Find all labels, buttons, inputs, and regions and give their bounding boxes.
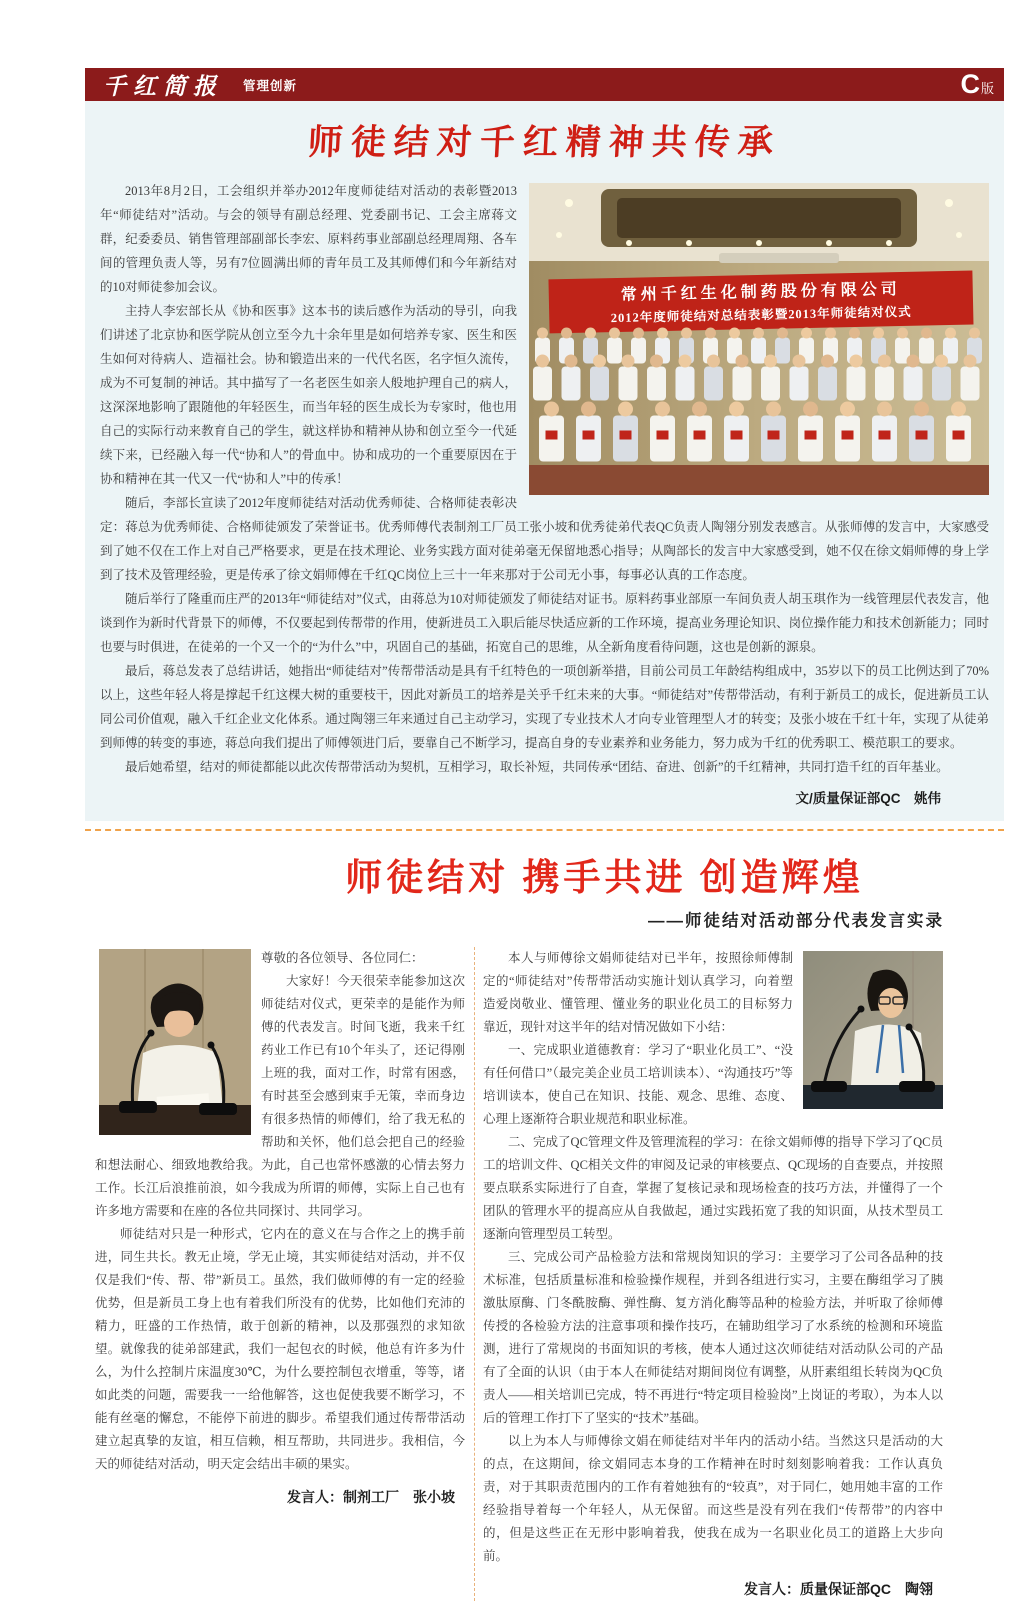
speech-byline-zhang: 发言人：制剂工厂 张小坡: [287, 1489, 455, 1505]
speaker-zhang-illustration: [99, 949, 251, 1135]
article-1-body: [100, 179, 989, 779]
article-1-byline: 文/质量保证部QC 姚伟: [795, 791, 941, 806]
speech-byline-tao: 发言人：质量保证部QC 陶翎: [744, 1581, 933, 1597]
edition-letter: C: [960, 69, 980, 99]
speaker-photo-tao: [803, 951, 943, 1109]
article-2-subtitle: ——师徒结对活动部分代表发言实录: [648, 912, 944, 930]
speaker-tao-illustration: [803, 951, 943, 1109]
article-1-paragraph: 主持人李宏部长从《协和医事》这本书的读后感作为活动的导引，向我们讲述了北京协和医学院从创立至今九十余年里是如何培养专家、医生和医生如何对待病人、造福社会。协和锻造出来的一代代名医，名字恒久流传，成为不可复制的神话。其中描写了一名老医生如亲人般地护理自己的病人，这深深地影响了跟随他的年轻医生，而当年轻的医生成长为专家时，他也用自己的实际行动来教育自己的学生，就这样协和精神从协和创立至今一代延续下来，已经融入每一代“协和人”的骨血中。协和成功的一个重要原因在于协和精神在其一代又一代“协和人”中的传承！: [100, 304, 517, 486]
article-1-paragraph: 随后举行了隆重而庄严的2013年“师徒结对”仪式，由蒋总为10对师徒颁发了师徒结对证书。原料药事业部原一车间负责人胡玉琪作为一线管理层代表发言，他谈到作为新时代背景下的师傅，不仅要起到传帮带的作用，使新进员工入职后能尽快适应新的工作环境，提高业务理论知识、岗位操作能力和技术创新能力；同时也要与时俱进，在徒弟的一个又一个的“为什么”中，巩固自己的基础，拓宽自己的思维，从全新角度看待问题，这也是创新的源泉。: [100, 592, 989, 654]
article-1-paragraph: 随后，李部长宣读了2012年度师徒结对活动优秀师徒、合格师徒表彰决定：蒋总为优秀师徒、合格师徒颁发了荣誉证书。优秀师傅代表制剂工厂员工张小坡和优秀徒弟代表QC负责人陶翎分别发表感言。从张师傅的发言中，大家感受到了她不仅在工作上对自己严格要求，更是在技术理论、业务实践方面对徒弟毫无保留地悉心指导；从陶部长的发言中大家感受到，她不仅在徐文娟师傅的身上学到了技术及管理经验，更是传承了徐文娟师傅在千红QC岗位上三十一年来那对于公司无小事，每事必认真的工作态度。: [100, 496, 989, 582]
speech-paragraph: 三、完成公司产品检验方法和常规岗知识的学习：主要学习了公司各品种的技术标准，包括质量标准和检验操作规程，并到各组进行实习，主要在酶组学习了胰激肽原酶、门冬酰胺酶、弹性酶、复方消化酶等品种的检验方法，并听取了徐师傅传授的各检验方法的注意事项和操作技巧，在辅助组学习了水系统的检测和环境监测，进行了常规岗的书面知识的考核，使本人通过这次师徒结对活动队公司的产品有了全面的认识（由于本人在师徒结对期间岗位有调整，从肝素组组长转岗为QC负责人——相关培训已完成，特不再进行“特定项目检验岗”上岗证的考取），为本人以后的管理工作打下了坚实的“技术”基础。: [483, 1250, 943, 1425]
section-divider: [85, 829, 1004, 831]
masthead-title: 千红简报: [103, 74, 223, 99]
speech-paragraph: 尊敬的各位领导、各位同仁：: [261, 951, 424, 965]
section-label: 管理创新: [243, 78, 298, 93]
speech-paragraph: 一、完成职业道德教育：学习了“职业化员工”、“没有任何借口”（最完美企业员工培训读本）、“沟通技巧”等培训读本，使自己在知识、技能、观念、思维、态度、心理上逐渐符合职业规范和职业标准。: [483, 1043, 793, 1126]
speaker-photo-zhang: [99, 949, 251, 1135]
speech-paragraph: 以上为本人与师傅徐文娟在师徒结对半年内的活动小结。当然这只是活动的大的点，在这期间，徐文娟同志本身的工作精神在时时刻刻影响着我：工作认真负责，对于其职责范围内的工作有着她独有的“较真”，对于同仁，她用她丰富的工作经验指导着每一个年轻人，从无保留。而这些是没有列在我们“传帮带”的内容中的，但是这些正在无形中影响着我，使我在成为一名职业化员工的道路上大步向前。: [483, 1434, 943, 1563]
article-2-title: 师徒结对 携手共进 创造辉煌: [345, 858, 864, 899]
speech-paragraph: 本人与师傅徐文娟师徒结对已半年，按照徐师傅制定的“师徒结对”传帮带活动实施计划认真学习，向着塑造爱岗敬业、懂管理、懂业务的职业化员工的目标努力靠近，现针对这半年的结对情况做如下小结：: [483, 951, 793, 1034]
banner-line-1: 常州千红生化制药股份有限公司: [620, 281, 901, 304]
speech-paragraph: 师徒结对只是一种形式，它内在的意义在与合作之上的携手前进，同生共长。教无止境，学无止境，其实师徒结对活动，并不仅仅是我们“传、帮、带”新员工。虽然，我们做师傅的有一定的经验优势，但是新员工身上也有着我们所没有的优势，比如他们充沛的精力，旺盛的工作热情，敢于创新的精神，以及那强烈的求知欲望。就像我的徒弟部建武，我们一起包衣的时候，他总有许多为什么，为什么控制片床温度30℃，为什么要控制包衣增重，等等，诸如此类的问题，需要我一一给他解答，这也促使我要不断学习，不能有丝毫的懈怠，不能停下前进的脚步。希望我们通过传帮带活动建立起真挚的友谊，相互信赖，相互帮助，共同进步。我相信，今天的师徒结对活动，明天定会结出丰硕的果实。: [95, 1227, 465, 1471]
group-photo-illustration: [529, 183, 989, 495]
ceremony-banner: [548, 271, 973, 334]
masthead-bar: [85, 68, 1004, 101]
article-1: [85, 101, 1004, 821]
column-divider: [474, 947, 475, 1601]
article-2: [85, 847, 1004, 1601]
speech-paragraph: 大家好！今天很荣幸能参加这次师徒结对仪式，更荣幸的是能作为师傅的代表发言。时间飞逝，我来千红药业工作已有10个年头了，还记得刚上班的我，面对工作，时常有困惑，有时甚至会感到束手无策，幸而身边有很多热情的师傅们，给了我无私的帮助和关怀，他们总会把自己的经验和想法耐心、细致地教给我。为此，自己也常怀感激的心情去努力工作。长江后浪推前浪，如今我成为所谓的师傅，实际上自己也有许多地方需要和在座的各位共同探讨、共同学习。: [95, 974, 465, 1218]
article-1-title: 师徒结对千红精神共传承: [306, 123, 782, 162]
article-1-paragraph: 最后，蒋总发表了总结讲话，她指出“师徒结对”传帮带活动是具有千红特色的一项创新举措，目前公司员工年龄结构组成中，35岁以下的员工比例达到了70%以上，这些年轻人将是撑起千红这棵大树的重要枝干，因此对新员工的培养是关乎千红未来的大事。“师徒结对”传帮带活动，有利于新员工的成长，促进新员工认同公司价值观，融入千红企业文化体系。通过陶翎三年来通过自己主动学习，实现了专业技术人才向专业管理型人才的转变；及张小坡在千红十年，实现了从徒弟到师傅的转变的事迹，蒋总向我们提出了师傅领进门后，要靠自己不断学习，提高自身的专业素养和业务能力，努力成为千红的优秀职工、模范职工的要求。: [100, 664, 989, 750]
article-1-paragraph: 2013年8月2日，工会组织并举办2012年度师徒结对活动的表彰暨2013年“师徒结对”活动。与会的领导有副总经理、党委副书记、工会主席蒋文群，纪委委员、销售管理部副部长李宏、原料药事业部副总经理周翔、各车间的管理负责人等，另有7位圆满出师的青年员工及其师傅们和今年新结对的10对师徒参加会议。: [100, 184, 517, 294]
article-1-paragraph: 最后她希望，结对的师徒都能以此次传帮带活动为契机，互相学习，取长补短，共同传承“团结、奋进、创新”的千红精神，共同打造千红的百年基业。: [125, 760, 949, 774]
face: [164, 1009, 194, 1037]
edition-badge: [960, 69, 994, 100]
group-ceremony-photo: [529, 183, 989, 495]
speech-paragraph: 二、完成了QC管理文件及管理流程的学习：在徐文娟师傅的指导下学习了QC员工的培训文件、QC相关文件的审阅及记录的审核要点、QC现场的自查要点，并按照要点联系实际进行了自查，掌握了复核记录和现场检查的技巧方法，并懂得了一个团队的管理水平的提高应从自我做起，通过实践拓宽了我的知识面，从技术型员工逐渐向管理型员工转型。: [483, 1135, 943, 1241]
speech-column-tao: [483, 947, 943, 1601]
face: [878, 988, 904, 1018]
edition-suffix: 版: [980, 81, 994, 96]
speech-column-zhang: [95, 947, 465, 1601]
article-2-columns: [95, 947, 1004, 1601]
banner-line-2: 2012年度师徒结对总结表彰暨2013年师徒结对仪式: [610, 304, 912, 326]
